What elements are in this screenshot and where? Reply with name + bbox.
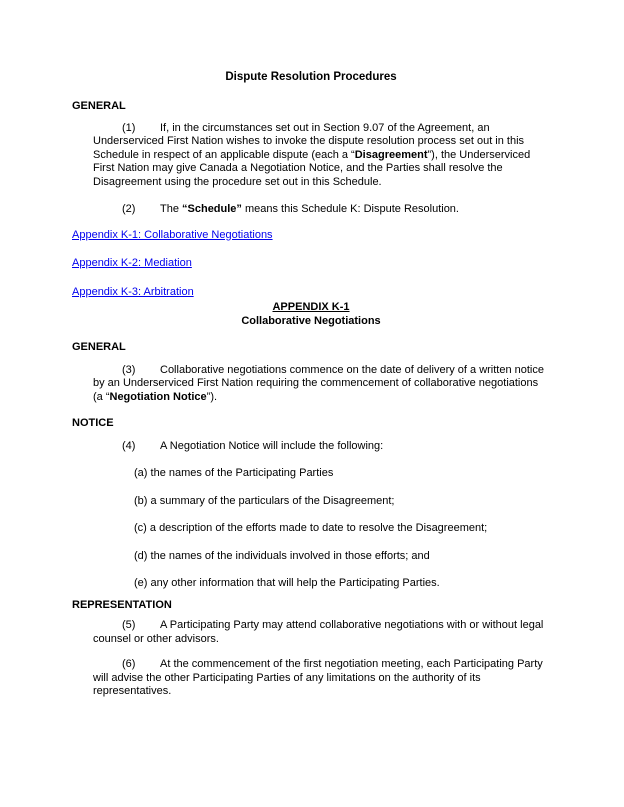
- paragraph-6-text: At the commencement of the first negotiation meeting, each Participating Party will advise the other Participating Parties of any limitations on the authority of its representatives.: [93, 658, 543, 697]
- link-row-appendix-k3: [72, 286, 550, 300]
- paragraph-1-number: (1): [122, 121, 136, 134]
- section-heading-representation: REPRESENTATION: [72, 598, 172, 611]
- list-item-d-text: the names of the individuals involved in those efforts; and: [150, 549, 430, 562]
- paragraph-2-text: The: [160, 203, 183, 215]
- list-item-a-label: (a): [134, 467, 148, 479]
- link-appendix-k1[interactable]: Appendix K-1: Collaborative Negotiations: [72, 228, 273, 241]
- list-item-b-text: a summary of the particulars of the Disagreement;: [150, 494, 395, 507]
- list-item-c-text: a description of the efforts made to date to resolve the Disagreement;: [149, 522, 488, 534]
- list-item-e-text: any other information that will help the Participating Parties.: [150, 577, 440, 589]
- list-item-e: [134, 577, 550, 591]
- paragraph-6: [93, 658, 550, 699]
- paragraph-1-bold-term: Disagreement: [354, 148, 428, 161]
- section-heading-notice: NOTICE: [72, 417, 114, 429]
- paragraph-2-number: (2): [122, 203, 136, 215]
- paragraph-5: [93, 619, 550, 646]
- link-row-appendix-k2: [72, 257, 550, 271]
- paragraph-3-number: (3): [122, 363, 136, 376]
- paragraph-1-text: If, in the circumstances set out in Section 9.07 of the Agreement, an Underserviced First Nation wishes to invoke the dispute resolution process set out in this Schedule in respect of an applicable dispute (each a “: [93, 121, 525, 161]
- list-item-c-label: (c): [134, 522, 147, 534]
- paragraph-2: [93, 203, 550, 217]
- list-item-d: [134, 550, 550, 564]
- list-item-d-label: (d): [134, 549, 148, 562]
- list-item-e-label: (e): [134, 577, 148, 589]
- paragraph-3-text-after: ”).: [206, 390, 218, 403]
- list-item-a-text: the names of the Participating Parties: [150, 467, 334, 479]
- appendix-heading-block: [72, 301, 550, 328]
- list-item-c: [134, 522, 550, 536]
- paragraph-4-number: (4): [122, 439, 136, 452]
- paragraph-3-text: Collaborative negotiations commence on the date of delivery of a written notice by an Underserviced First Nation requiring the commencement of collaborative negotiations (a “: [93, 363, 544, 403]
- list-item-a: [134, 467, 550, 481]
- paragraph-4: [93, 440, 550, 454]
- paragraph-5-text: A Participating Party may attend collaborative negotiations with or without legal counsel or other advisors.: [93, 619, 544, 645]
- link-appendix-k3[interactable]: Appendix K-3: Arbitration: [72, 285, 194, 298]
- paragraph-4-text: A Negotiation Notice will include the following:: [160, 439, 384, 452]
- paragraph-3: [93, 364, 550, 405]
- paragraph-1: [93, 122, 550, 190]
- appendix-title: APPENDIX K-1: [272, 301, 350, 313]
- appendix-subtitle: Collaborative Negotiations: [241, 314, 381, 327]
- section-heading-general-1: GENERAL: [72, 100, 126, 112]
- paragraph-5-number: (5): [122, 619, 136, 631]
- paragraph-1-text-after: ”), the Underserviced First Nation may give Canada a Negotiation Notice, and the Parties shall resolve the Disagreement using the procedure set out in this Schedule.: [93, 148, 531, 188]
- list-item-b-label: (b): [134, 494, 148, 507]
- list-item-b: [134, 495, 550, 509]
- link-row-appendix-k1: [72, 229, 550, 243]
- paragraph-6-number: (6): [122, 658, 136, 670]
- paragraph-2-bold-term: “Schedule”: [182, 203, 242, 215]
- section-heading-general-2: GENERAL: [72, 341, 126, 353]
- paragraph-2-text-after: means this Schedule K: Dispute Resolution.: [241, 203, 459, 215]
- link-appendix-k2[interactable]: Appendix K-2: Mediation: [72, 257, 192, 269]
- document-title: Dispute Resolution Procedures: [225, 71, 397, 83]
- paragraph-3-bold-term: Negotiation Notice: [109, 390, 207, 403]
